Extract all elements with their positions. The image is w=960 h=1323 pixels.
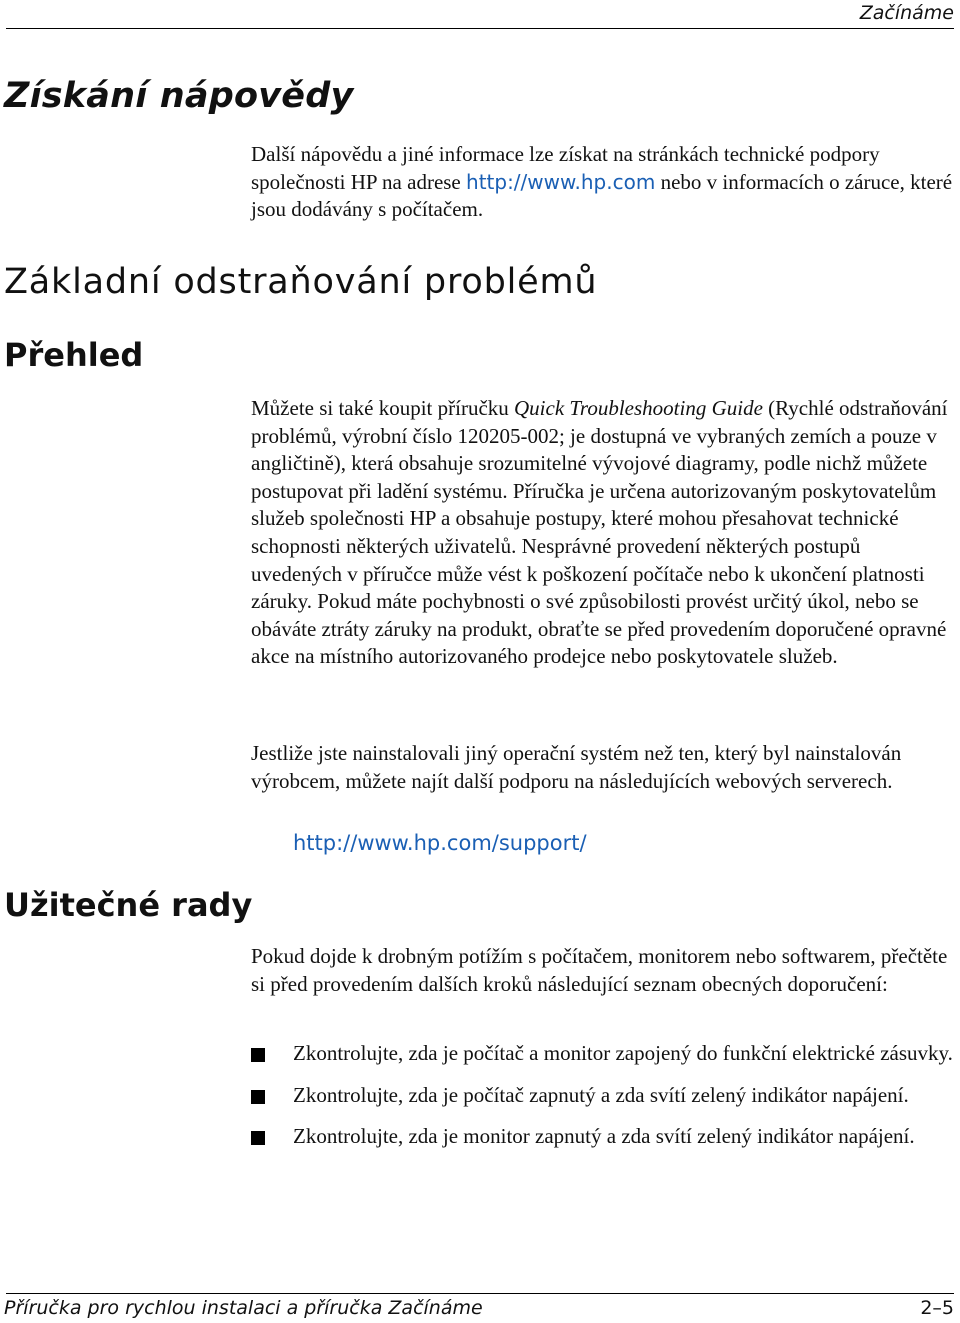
tips-list [251, 1040, 956, 1165]
list-item-text: Zkontrolujte, zda je monitor zapnutý a zda svítí zelený indikátor napájení. [293, 1124, 915, 1149]
square-bullet-icon [251, 1048, 265, 1062]
overview-text-before: Můžete si také koupit příručku [251, 396, 515, 420]
footer-rule [6, 1293, 954, 1294]
page-number: 2–5 [920, 1297, 954, 1319]
guide-title: Quick Troubleshooting Guide [514, 396, 763, 420]
square-bullet-icon [251, 1131, 265, 1145]
list-item [251, 1082, 956, 1110]
list-item [251, 1040, 956, 1068]
list-item [251, 1123, 956, 1151]
support-link[interactable]: http://www.hp.com/support/ [293, 831, 587, 855]
help-text-after: nebo v informacích o záruce, které jsou dodávány s počítačem. [251, 169, 953, 222]
footer-title: Příručka pro rychlou instalaci a příručka Začínáme [4, 1297, 483, 1319]
list-item-text: Zkontrolujte, zda je počítač a monitor zapojený do funkční elektrické zásuvky. [293, 1041, 953, 1065]
overview-paragraph [251, 395, 956, 671]
help-paragraph [251, 141, 956, 224]
os-paragraph: Jestliže jste nainstalovali jiný operační systém než ten, který byl nainstalován výrobcem, můžete najít další podporu na následujících webových serverech. [251, 741, 902, 793]
list-item-text: Zkontrolujte, zda je počítač zapnutý a zda svítí zelený indikátor napájení. [293, 1082, 909, 1107]
tips-heading: Užitečné rady [4, 886, 253, 924]
tips-intro: Pokud dojde k drobným potížím s počítačem, monitorem nebo softwarem, přečtěte si před provedením dalších kroků následující seznam obecných doporučení: [251, 944, 948, 996]
header-rule [6, 28, 954, 29]
help-text-before: Další nápovědu a jiné informace lze získat na stránkách technické podpory společnosti HP na adrese [251, 142, 880, 194]
running-header: Začínáme [859, 2, 954, 24]
overview-heading: Přehled [4, 336, 144, 374]
hp-website-link[interactable]: http://www.hp.com [466, 169, 656, 194]
overview-text-after: (Rychlé odstraňování problémů, výrobní číslo 120205-002; je dostupná ve vybraných zemích a pouze v angličtině), která obsahuje srozumitelné vývojové diagramy, podle nichž můžete postupovat při ladění systému. Příručka je určena autorizovaným poskytovatelům služeb společnosti HP a obsahuje postupy, které mohou přesahovat technické schopnosti některých uživatelů. Nesprávné provedení některých postupů uvedených v příručce může vést k poškození počítače nebo k ukončení platnosti záruky. Pokud máte pochybnosti o své způsobilosti provést určitý úkol, nebo se obáváte ztráty záruky na produkt, obraťte se před provedením doporučené opravné akce na místního autorizovaného prodejce nebo poskytovatele služeb. [251, 396, 948, 669]
troubleshooting-heading: Základní odstraňování problémů [4, 262, 598, 302]
square-bullet-icon [251, 1090, 265, 1104]
help-heading: Získání nápovědy [4, 76, 354, 116]
